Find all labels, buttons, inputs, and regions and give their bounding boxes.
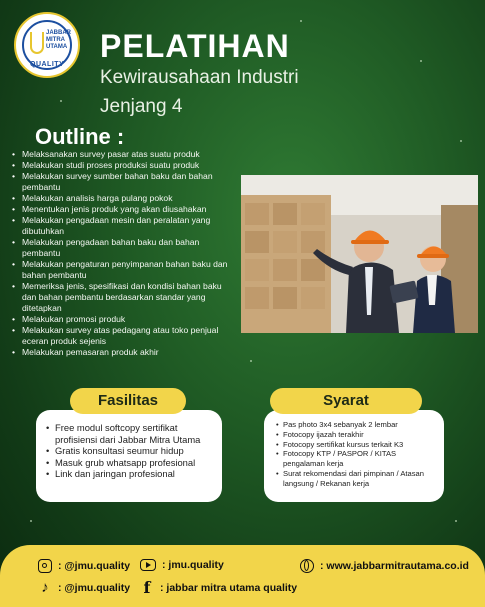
youtube-handle: : jmu.quality: [162, 559, 224, 571]
youtube-link[interactable]: [140, 559, 224, 571]
outline-item: • Memeriksa jenis, spesifikasi dan kondisi bahan baku dan bahan pembantu berdasarkan standar yang ditetapkan: [10, 281, 232, 314]
page-title: PELATIHAN: [100, 28, 290, 64]
youtube-icon: [140, 559, 156, 571]
sparkle: [420, 60, 422, 62]
logo-line2: MITRA: [46, 37, 65, 43]
tiktok-link[interactable]: [38, 581, 130, 595]
syarat-heading: Syarat: [270, 388, 422, 414]
fasilitas-list: [46, 422, 222, 480]
logo-tag: QUALITY: [30, 61, 65, 68]
globe-icon: [300, 559, 314, 573]
outline-heading: Outline :: [35, 124, 125, 149]
instagram-handle: : @jmu.quality: [58, 560, 131, 572]
syarat-item: • Fotocopy KTP / PASPOR / KITAS pengalaman kerja: [276, 449, 436, 469]
outline-item: • Melakukan pemasaran produk akhir: [10, 347, 232, 358]
sparkle: [300, 20, 302, 22]
sparkle: [30, 520, 32, 522]
instagram-link[interactable]: [38, 559, 130, 573]
sparkle: [460, 140, 462, 142]
tiktok-icon: ♪: [41, 579, 49, 596]
logo-line1: JABBAR: [46, 30, 72, 36]
fasilitas-item: • Gratis konsultasi seumur hidup: [46, 445, 222, 457]
outline-item: • Melakukan pengaturan penyimpanan bahan baku dan bahan pembantu: [10, 259, 232, 281]
outline-item: • Melakukan pengadaan mesin dan peralatan yang dibutuhkan: [10, 215, 232, 237]
syarat-item: • Fotocopy ijazah terakhir: [276, 430, 436, 440]
fasilitas-card: [36, 410, 222, 502]
outline-item: • Melakukan analisis harga pulang pokok: [10, 193, 232, 204]
fasilitas-heading: Fasilitas: [70, 388, 186, 414]
fasilitas-item: • Masuk grub whatsapp profesional: [46, 457, 222, 469]
outline-item: • Melakukan survey sumber bahan baku dan bahan pembantu: [10, 171, 232, 193]
outline-item: • Melakukan survey atas pedagang atau toko penjual eceran produk sejenis: [10, 325, 232, 347]
page-subtitle: Kewirausahaan Industri: [100, 67, 299, 88]
syarat-list: [276, 420, 436, 489]
fasilitas-item: • Link dan jaringan profesional: [46, 468, 222, 480]
facebook-handle: : jabbar mitra utama quality: [160, 582, 298, 594]
logo-mark: [30, 32, 44, 54]
instagram-icon: [38, 559, 52, 573]
outline-item: • Melakukan promosi produk: [10, 314, 232, 325]
website-link[interactable]: [300, 559, 469, 573]
facebook-link[interactable]: [140, 578, 298, 597]
tiktok-handle: : @jmu.quality: [58, 582, 131, 594]
sparkle: [60, 100, 62, 102]
logo-text: [46, 30, 71, 51]
outline-item: • Menentukan jenis produk yang akan diusahakan: [10, 204, 232, 215]
outline-list: [10, 149, 232, 358]
facebook-icon: f: [143, 578, 151, 597]
sparkle: [455, 520, 457, 522]
outline-item: • Melakukan pengadaan bahan baku dan bahan pembantu: [10, 237, 232, 259]
syarat-item: • Fotocopy sertifikat kursus terkait K3: [276, 440, 436, 450]
syarat-item: • Pas photo 3x4 sebanyak 2 lembar: [276, 420, 436, 430]
company-logo: [14, 12, 80, 78]
outline-item: • Melaksanakan survey pasar atas suatu produk: [10, 149, 232, 160]
sparkle: [250, 360, 252, 362]
outline-item: • Melakukan studi proses produksi suatu produk: [10, 160, 232, 171]
syarat-item: • Surat rekomendasi dari pimpinan / Atasan langsung / Rekanan kerja: [276, 469, 436, 489]
website-url: : www.jabbarmitrautama.co.id: [320, 560, 469, 572]
level-label: Jenjang 4: [100, 96, 183, 117]
fasilitas-item: • Free modul softcopy sertifikat profisiensi dari Jabbar Mitra Utama: [46, 422, 222, 445]
warehouse-photo: [241, 175, 478, 333]
contact-footer: [0, 545, 485, 607]
logo-line3: UTAMA: [46, 44, 68, 50]
syarat-card: [264, 410, 444, 502]
